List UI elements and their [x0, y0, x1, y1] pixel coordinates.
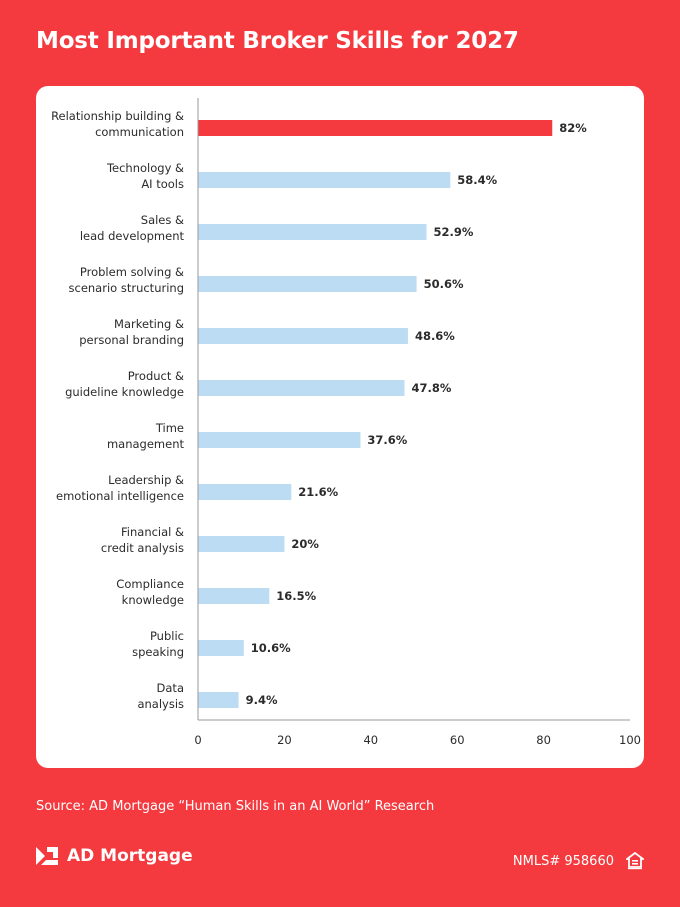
value-label: 52.9% — [433, 225, 474, 239]
nmls-number: NMLS# 958660 — [512, 853, 614, 869]
bar — [198, 380, 404, 396]
chart-card — [36, 86, 644, 768]
bar-chart — [36, 86, 644, 768]
bar — [198, 536, 284, 552]
x-tick-label: 60 — [449, 733, 465, 747]
value-label: 82% — [559, 121, 587, 135]
page-title: Most Important Broker Skills for 2027 — [36, 28, 519, 54]
value-label: 9.4% — [245, 693, 278, 707]
category-label: Data analysis — [137, 681, 184, 711]
bar — [198, 640, 244, 656]
value-label: 48.6% — [414, 329, 455, 343]
bar — [198, 328, 408, 344]
value-label: 10.6% — [250, 641, 291, 655]
value-label: 50.6% — [423, 277, 464, 291]
bar — [198, 172, 450, 188]
ad-mortgage-logo-icon — [36, 845, 58, 867]
bar — [198, 120, 552, 136]
category-label: Relationship building & communication — [51, 109, 184, 139]
x-tick-label: 80 — [536, 733, 551, 747]
bar — [198, 224, 427, 240]
value-label: 58.4% — [457, 173, 498, 187]
value-label: 21.6% — [298, 485, 339, 499]
equal-housing-icon — [626, 852, 644, 870]
bar — [198, 588, 269, 604]
value-label: 37.6% — [367, 433, 408, 447]
nmls-block — [513, 852, 644, 870]
x-tick-label: 100 — [619, 733, 641, 747]
source-note: Source: AD Mortgage “Human Skills in an AI World” Research — [36, 799, 435, 814]
value-label: 16.5% — [276, 589, 317, 603]
category-label: Marketing & personal branding — [79, 317, 184, 347]
category-label: Compliance knowledge — [116, 577, 184, 607]
category-label: Time management — [106, 421, 184, 451]
category-label: Technology & AI tools — [106, 161, 184, 191]
brand — [36, 845, 193, 867]
category-label: Public speaking — [132, 629, 184, 659]
category-label: Sales & lead development — [79, 213, 184, 243]
brand-name: AD Mortgage — [67, 846, 193, 866]
value-label: 47.8% — [411, 381, 452, 395]
bar — [198, 432, 360, 448]
x-tick-label: 0 — [194, 733, 202, 747]
category-label: Problem solving & scenario structuring — [68, 265, 184, 295]
x-tick-label: 40 — [363, 733, 379, 747]
category-label: Financial & credit analysis — [100, 525, 184, 555]
x-tick-label: 20 — [277, 733, 292, 747]
bar — [198, 692, 239, 708]
category-label: Leadership & emotional intelligence — [56, 473, 184, 503]
bar — [198, 276, 417, 292]
bar — [198, 484, 291, 500]
category-label: Product & guideline knowledge — [65, 369, 184, 399]
value-label: 20% — [291, 537, 319, 551]
